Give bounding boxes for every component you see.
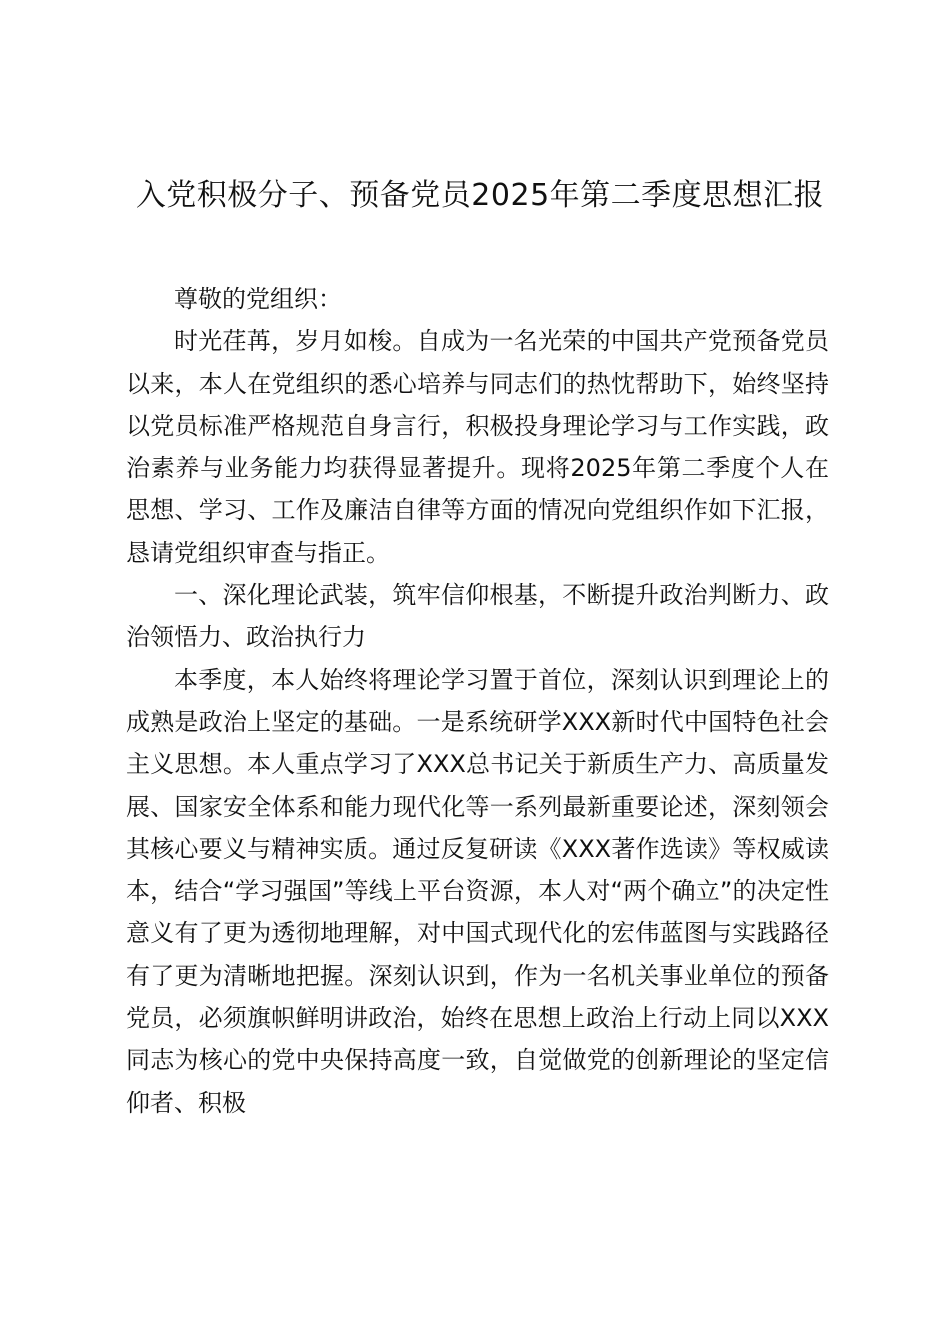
paragraph-intro: 时光荏苒，岁月如梭。自成为一名光荣的中国共产党预备党员以来，本人在党组织的悉心培养与同志们的热忱帮助下，始终坚持以党员标准严格规范自身言行，积极投身理论学习与工作实践，政治素养与业务能力均获得显著提升。现将2025年第二季度个人在思想、学习、工作及廉洁自律等方面的情况向党组织作如下汇报，恳请党组织审查与指正。 (126, 327, 829, 567)
section-heading-1: 一、深化理论武装，筑牢信仰根基，不断提升政治判断力、政治领悟力、政治执行力 (126, 581, 829, 652)
paragraph-section-1: 本季度，本人始终将理论学习置于首位，深刻认识到理论上的成熟是政治上坚定的基础。一是系统研学XXX新时代中国特色社会主义思想。本人重点学习了XXX总书记关于新质生产力、高质量发展、国家安全体系和能力现代化等一系列最新重要论述，深刻领会其核心要义与精神实质。通过反复研读《XXX著作选读》等权威读本，结合“学习强国”等线上平台资源，本人对“两个确立”的决定性意义有了更为透彻地理解，对中国式现代化的宏伟蓝图与实践路径有了更为清晰地把握。深刻认识到，作为一名机关事业单位的预备党员，必须旗帜鲜明讲政治，始终在思想上政治上行动上同以XXX同志为核心的党中央保持高度一致，自觉做党的创新理论的坚定信仰者、积极 (126, 665, 829, 1117)
document-title: 入党积极分子、预备党员2025年第二季度思想汇报 (135, 178, 825, 213)
document-body (126, 278, 829, 1124)
salutation: 尊敬的党组织： (174, 285, 342, 313)
